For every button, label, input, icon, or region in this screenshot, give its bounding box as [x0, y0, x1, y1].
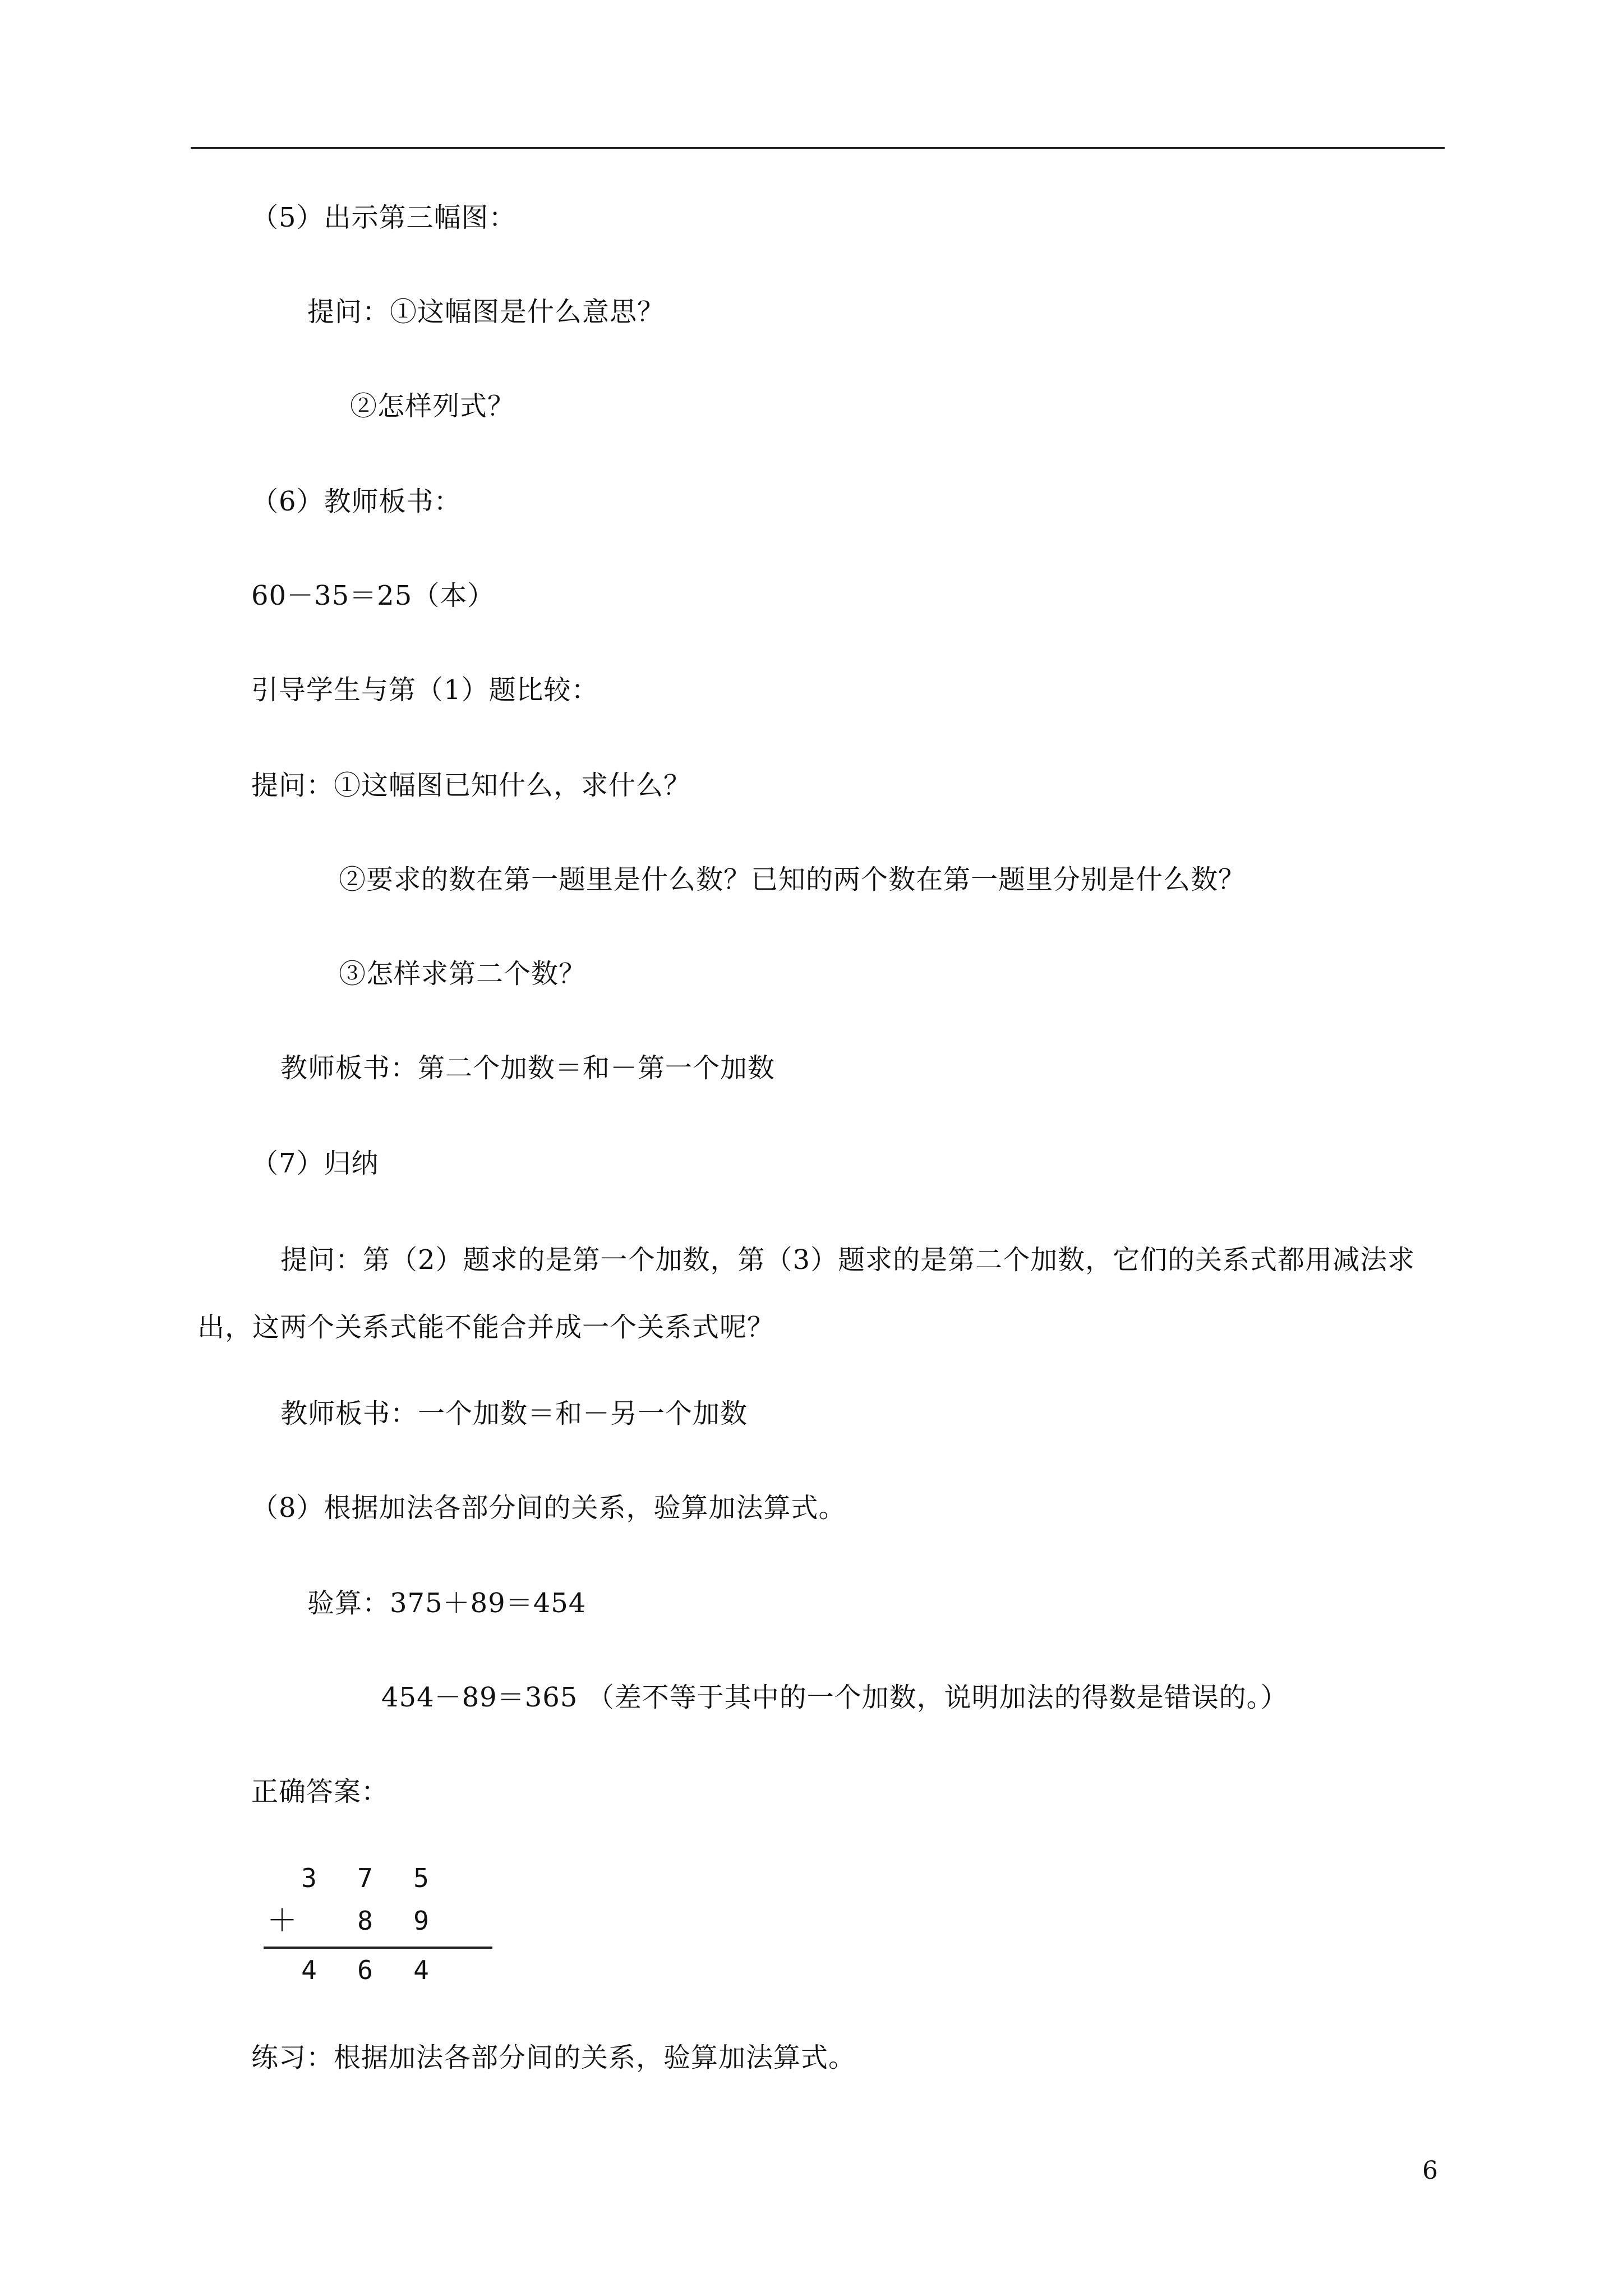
question-2: ②怎样列式？ [350, 390, 515, 422]
result-digit: 4 [301, 1955, 317, 1985]
page-number: 6 [1422, 2156, 1438, 2185]
digit: 7 [357, 1863, 373, 1893]
digit: 5 [413, 1863, 429, 1893]
step-7-heading: （7）归纳 [251, 1148, 379, 1179]
plus-sign: ＋ [267, 1903, 297, 1938]
digit: 3 [301, 1863, 317, 1893]
step-6-heading: （6）教师板书： [251, 486, 462, 517]
summary-question: 提问：第（2）题求的是第一个加数，第（3）题求的是第二个加数，它们的关系式都用减法求出，这两个关系式能不能合并成一个关系式呢？ [197, 1244, 1415, 1343]
header-rule [191, 147, 1445, 149]
verify-equation: 验算：375＋89＝454 [307, 1588, 587, 1619]
correct-answer-label: 正确答案： [251, 1776, 389, 1807]
vertical-addition [264, 1861, 499, 1990]
practice-instruction: 练习：根据加法各部分间的关系，验算加法算式。 [251, 2042, 856, 2073]
sum-line [264, 1947, 492, 1949]
question-which-number: ②要求的数在第一题里是什么数？已知的两个数在第一题里分别是什么数？ [339, 864, 1246, 895]
compare-instruction: 引导学生与第（1）题比较： [251, 674, 599, 706]
question-1: 提问：①这幅图是什么意思？ [307, 296, 665, 328]
question-how-second: ③怎样求第二个数？ [339, 958, 587, 990]
verify-subtraction: 454－89＝365 （差不等于其中的一个加数，说明加法的得数是错误的。） [381, 1682, 1288, 1713]
digit: 8 [357, 1906, 373, 1936]
step-8-heading: （8）根据加法各部分间的关系，验算加法算式。 [251, 1492, 846, 1524]
result-digit: 4 [413, 1955, 429, 1985]
question-known-unknown: 提问：①这幅图已知什么，求什么？ [251, 770, 691, 801]
board-note-one-addend: 教师板书：一个加数＝和－另一个加数 [280, 1398, 748, 1429]
board-note-second-addend: 教师板书：第二个加数＝和－第一个加数 [280, 1052, 776, 1084]
digit: 9 [413, 1906, 429, 1936]
equation-60-35: 60－35＝25（本） [251, 580, 495, 611]
result-digit: 6 [357, 1955, 373, 1985]
step-5-heading: （5）出示第三幅图： [251, 202, 517, 233]
